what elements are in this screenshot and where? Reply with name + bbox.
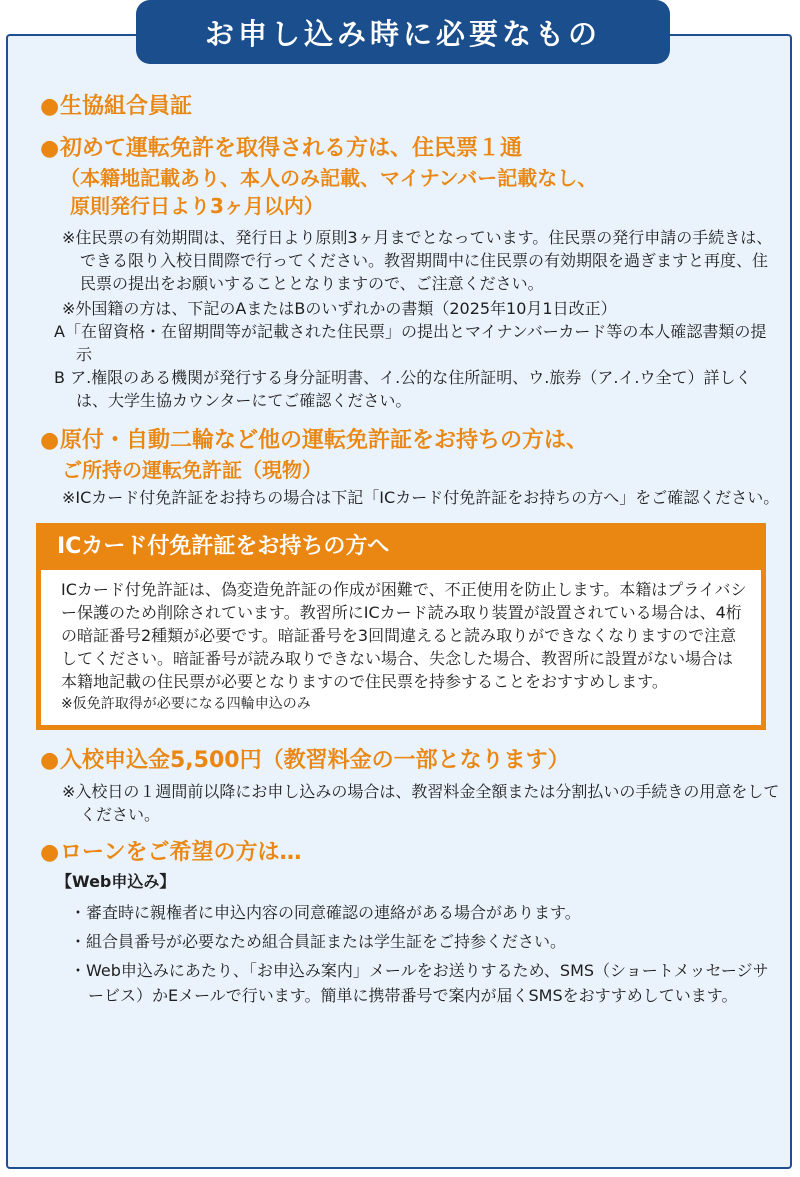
fee-note: ※入校日の１週間前以降にお申し込みの場合は、教習料金全額または分割払いの手続きの用意をしてください。 bbox=[62, 782, 780, 824]
license-note: ※ICカード付免許証をお持ちの場合は下記「ICカード付免許証をお持ちの方へ」をご確認ください。 bbox=[62, 488, 780, 507]
ic-card-body bbox=[41, 570, 761, 725]
loan-bullet-3: ・Web申込みにあたり、「お申込み案内」メールをお送りするため、SMS（ショートメッセージサービス）かEメールで行います。簡単に携帯番号で案内が届くSMSをおすすめしています。 bbox=[70, 961, 769, 1005]
ic-card-title: ICカード付免許証をお持ちの方へ bbox=[41, 528, 761, 570]
section-heading-license bbox=[40, 426, 780, 456]
residence-note-foreign: ※外国籍の方は、下記のAまたはBのいずれかの書類（2025年10月1日改正） bbox=[62, 299, 617, 318]
loan-web-heading: 【Web申込み】 bbox=[56, 872, 176, 891]
bullet-dot-icon: ● bbox=[40, 94, 60, 119]
residence-note-b: B ア.権限のある機関が発行する身分証明書、イ.公的な住所証明、ウ.旅券（ア.イ.ウ全て）詳しくは、大学生協カウンターにてご確認ください。 bbox=[54, 368, 752, 410]
bullet-dot-icon: ● bbox=[40, 748, 60, 773]
section-heading-member-card bbox=[40, 92, 780, 122]
heading-text: 原付・自動二輪など他の運転免許証をお持ちの方は、 bbox=[60, 428, 589, 453]
residence-sub-2: 原則発行日より3ヶ月以内） bbox=[70, 194, 324, 218]
loan-bullet-2: ・組合員番号が必要なため組合員証または学生証をご持参ください。 bbox=[70, 932, 567, 951]
content bbox=[40, 88, 780, 1012]
license-sub: ご所持の運転免許証（現物） bbox=[62, 458, 322, 482]
section-heading-residence bbox=[40, 134, 780, 164]
bullet-dot-icon: ● bbox=[40, 428, 60, 453]
residence-sub-1: （本籍地記載あり、本人のみ記載、マイナンバー記載なし、 bbox=[60, 166, 598, 190]
ic-card-note: ※仮免許取得が必要になる四輪申込のみ bbox=[61, 696, 311, 712]
heading-text: 入校申込金5,500円（教習料金の一部となります） bbox=[60, 748, 570, 773]
ic-card-text: ICカード付免許証は、偽変造免許証の作成が困難で、不正使用を防止します。本籍はプライバシー保護のため削除されています。教習所にICカード読み取り装置が設置されている場合は、4桁の暗証番号2種類が必要です。暗証番号を3回間違えると読み取りができなくなりますので注意してください。暗証番号が読み取りできない場合、失念した場合、教習所に設置がない場合は本籍地記載の住民票が必要となりますので住民票を持参することをおすすめします。 bbox=[61, 580, 747, 691]
heading-text: 初めて運転免許を取得される方は、住民票１通 bbox=[60, 136, 523, 161]
bullet-dot-icon: ● bbox=[40, 136, 60, 161]
heading-text: ローンをご希望の方は… bbox=[60, 840, 302, 865]
section-heading-fee bbox=[40, 746, 780, 776]
residence-note-validity: ※住民票の有効期間は、発行日より原則3ヶ月までとなっています。住民票の発行申請の手続きは、できる限り入校日間際で行ってください。教習期間中に住民票の有効期限を過ぎますと再度、住民票の提出をお願いすることとなりますので、ご注意ください。 bbox=[62, 228, 773, 293]
page-title: お申し込み時に必要なもの bbox=[136, 0, 670, 64]
loan-bullet-1: ・審査時に親権者に申込内容の同意確認の連絡がある場合があります。 bbox=[70, 903, 581, 922]
heading-text: 生協組合員証 bbox=[60, 94, 193, 119]
residence-note-a: A「在留資格・在留期間等が記載された住民票」の提出とマイナンバーカード等の本人確認書類の提示 bbox=[54, 322, 767, 364]
bullet-dot-icon: ● bbox=[40, 840, 60, 865]
section-heading-loan bbox=[40, 838, 780, 868]
ic-card-box bbox=[36, 523, 766, 730]
